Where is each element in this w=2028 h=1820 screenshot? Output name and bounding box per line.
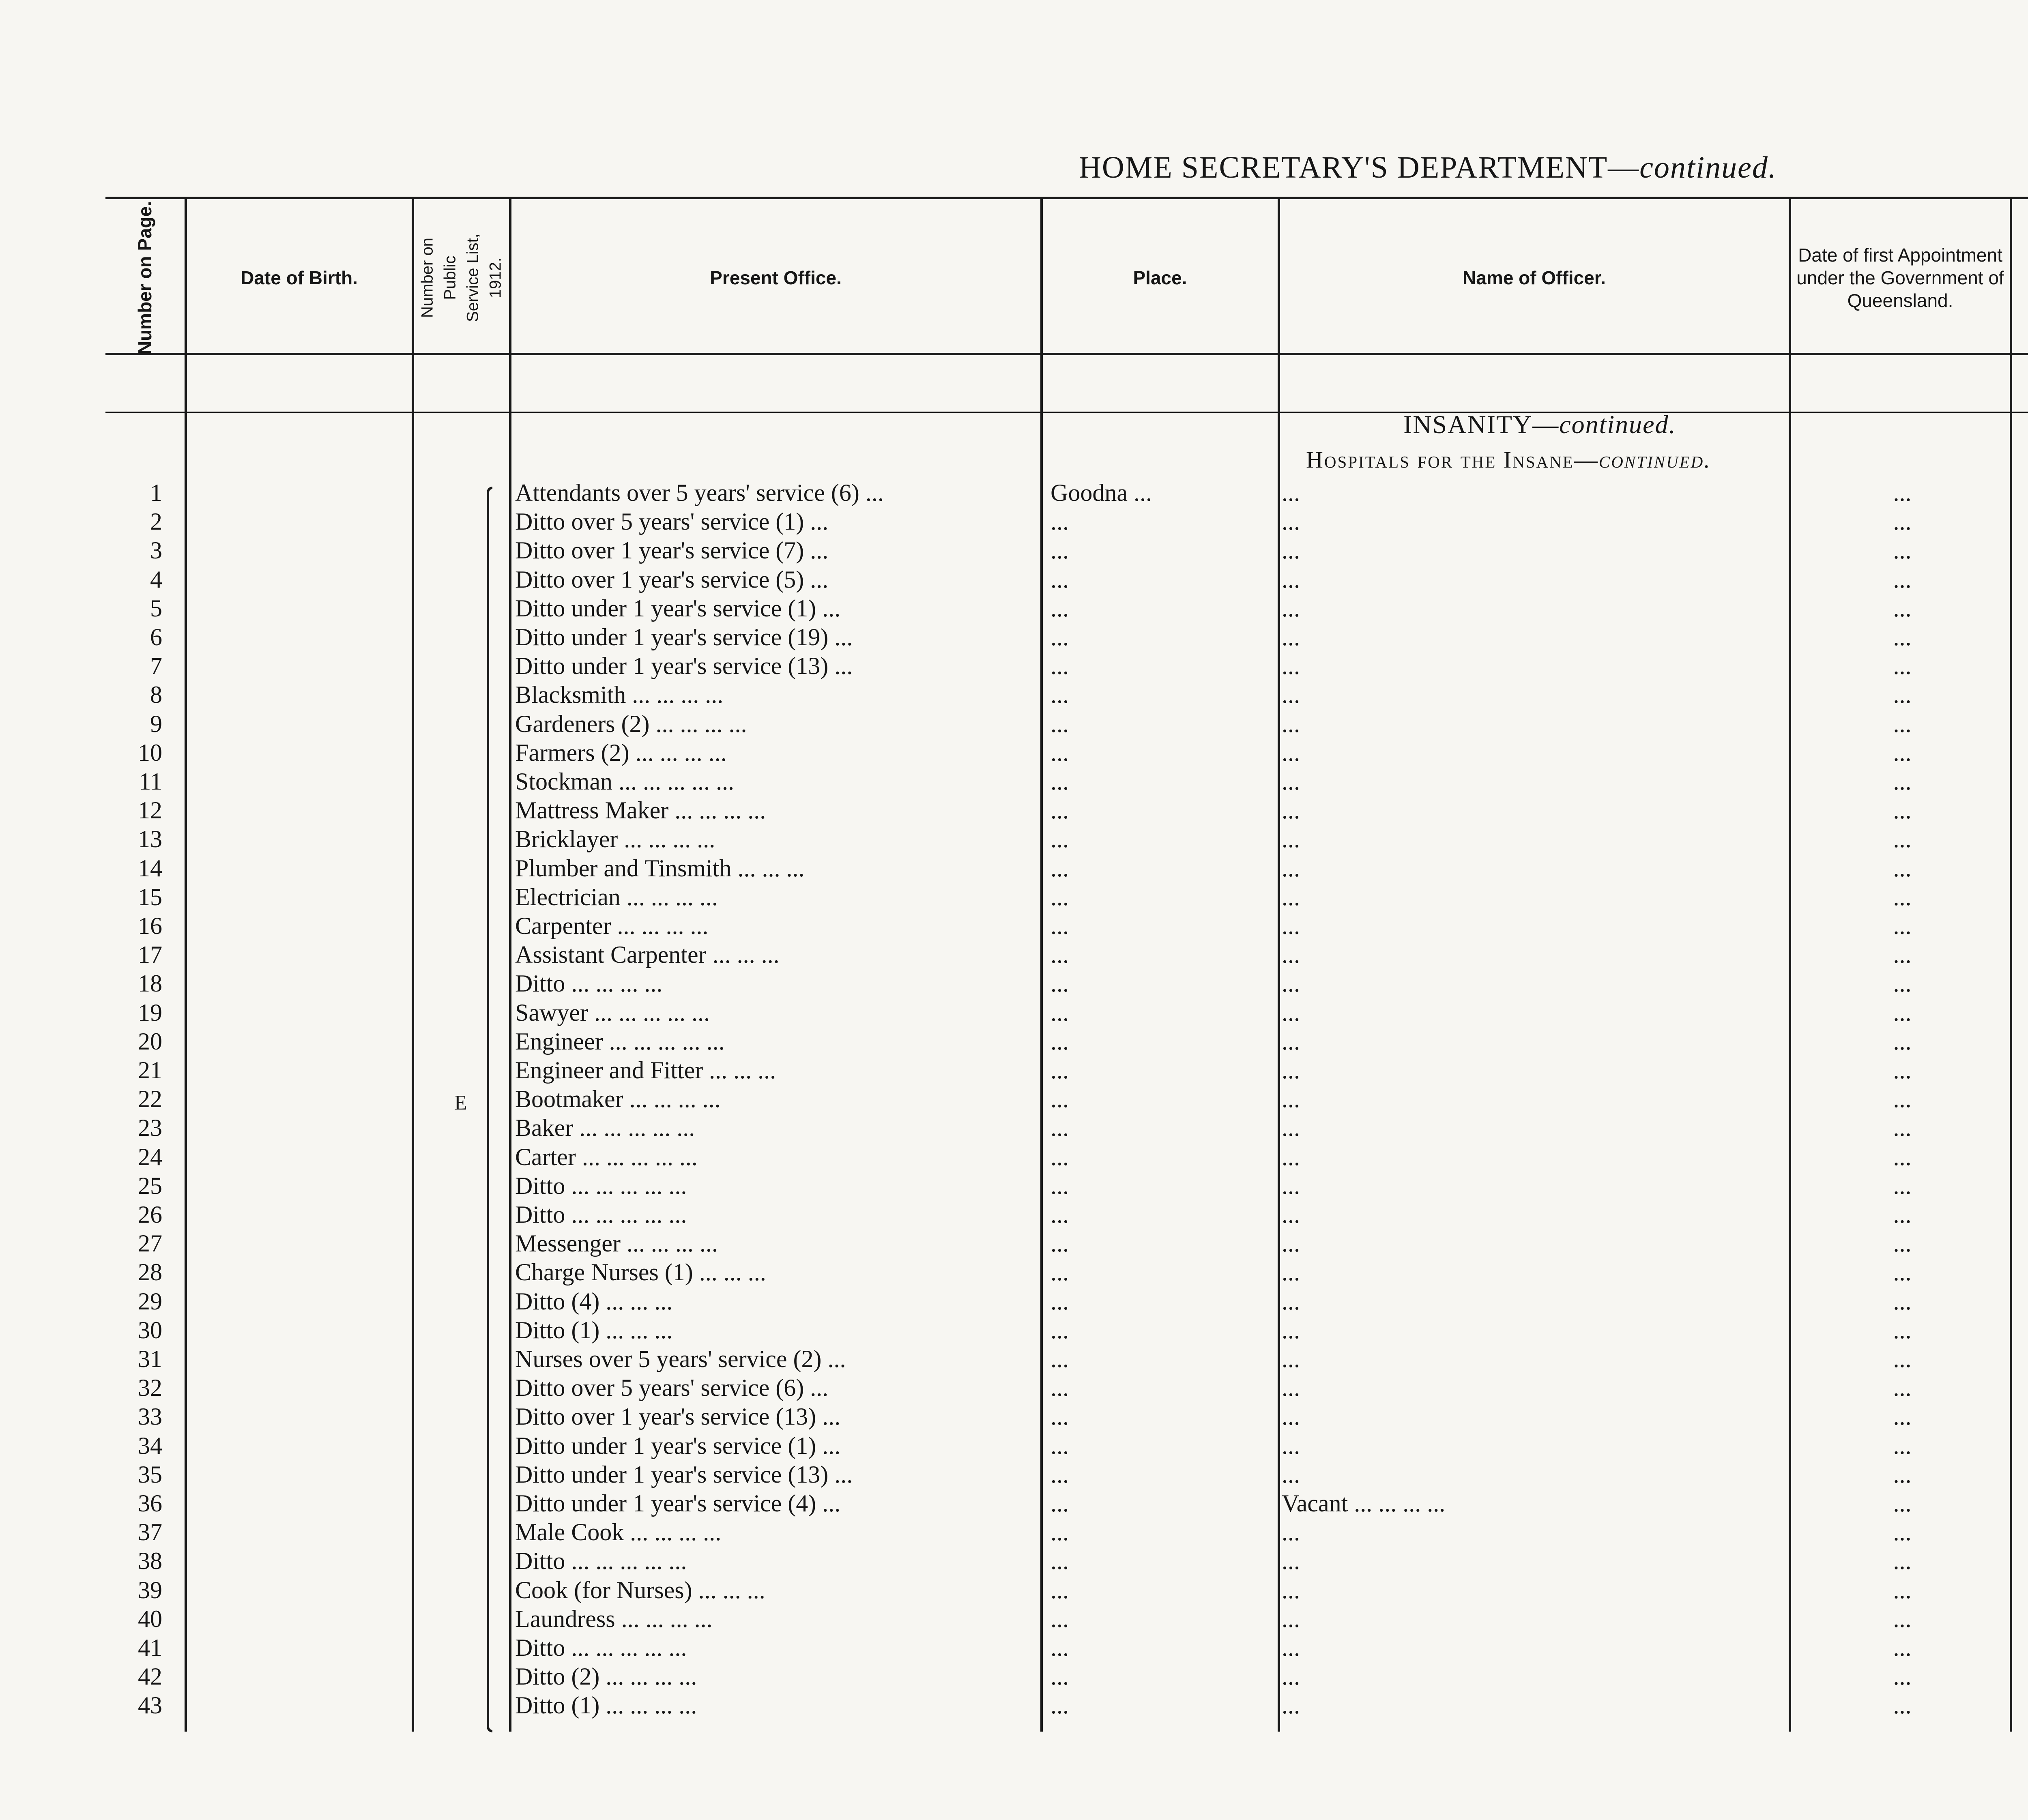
officer-name-cell: ...	[1282, 595, 1300, 622]
present-office-cell: Ditto (2) ... ... ... ...	[515, 1663, 697, 1690]
present-office-cell: Ditto under 1 year's service (1) ...	[515, 1432, 841, 1459]
officer-name-cell: ...	[1282, 1605, 1300, 1632]
row-number-cell: 40	[138, 1605, 162, 1632]
place-cell: ...	[1051, 1374, 1069, 1401]
date-first-appointment-cell: ...	[1893, 1634, 1912, 1661]
present-office-cell: Ditto under 1 year's service (13) ...	[515, 652, 853, 680]
date-present-position-cell	[2012, 1258, 2028, 1287]
place-cell: ...	[1051, 508, 1069, 535]
place-cell: ...	[1051, 1576, 1069, 1603]
date-present-position-cell	[2012, 1605, 2028, 1633]
place-cell: ...	[1051, 1490, 1069, 1517]
officer-name-cell: ...	[1282, 652, 1300, 680]
date-present-position-cell	[2012, 1345, 2028, 1374]
officer-name-cell: ...	[1282, 941, 1300, 968]
date-first-appointment-cell: ...	[1893, 1663, 1912, 1690]
date-present-position-cell	[2012, 623, 2028, 652]
date-present-position-cell	[2012, 854, 2028, 883]
row-number-cell: 18	[138, 970, 162, 997]
date-first-appointment-cell: ...	[1893, 624, 1912, 650]
present-office-cell: Bootmaker ... ... ... ...	[515, 1086, 721, 1113]
present-office-cell: Ditto ... ... ... ...	[515, 970, 663, 997]
row-number-cell: 37	[138, 1519, 162, 1546]
row-number-cell: 32	[138, 1374, 162, 1401]
present-office-cell: Nurses over 5 years' service (2) ...	[515, 1346, 846, 1372]
date-present-position-cell	[2012, 680, 2028, 709]
date-first-appointment-cell: ...	[1893, 1230, 1912, 1257]
date-first-appointment-cell: ...	[1893, 1692, 1912, 1719]
date-present-position-cell	[2012, 1518, 2028, 1547]
place-cell: ...	[1051, 1057, 1069, 1084]
present-office-cell: Attendants over 5 years' service (6) ...	[515, 479, 884, 506]
place-cell: ...	[1051, 826, 1069, 853]
group-mark: E	[454, 1091, 467, 1114]
date-first-appointment-cell: ...	[1893, 912, 1912, 939]
officer-name-cell: ...	[1282, 1663, 1300, 1690]
place-cell: ...	[1051, 1028, 1069, 1055]
row-number-cell: 14	[138, 854, 162, 882]
officer-name-cell: ...	[1282, 1172, 1300, 1199]
place-cell: ...	[1051, 912, 1069, 939]
present-office-cell: Ditto under 1 year's service (13) ...	[515, 1461, 853, 1488]
row-number-cell: 23	[138, 1114, 162, 1142]
present-office-cell: Ditto ... ... ... ... ...	[515, 1634, 687, 1661]
row-number-cell: 3	[150, 537, 162, 564]
officer-name-cell: ...	[1282, 1547, 1300, 1575]
row-number-cell: 42	[138, 1663, 162, 1690]
date-first-appointment-cell: ...	[1893, 479, 1912, 506]
present-office-cell: Ditto under 1 year's service (19) ...	[515, 624, 853, 650]
place-cell: ...	[1051, 883, 1069, 910]
present-office-cell: Blacksmith ... ... ... ...	[515, 681, 724, 708]
row-number-cell: 41	[138, 1634, 162, 1661]
officer-name-cell: ...	[1282, 1201, 1300, 1228]
officer-name-cell: ...	[1282, 1519, 1300, 1546]
present-office-cell: Ditto over 1 year's service (7) ...	[515, 537, 829, 564]
date-present-position-cell	[2012, 998, 2028, 1027]
date-present-position-cell	[2012, 1143, 2028, 1172]
row-number-cell: 16	[138, 912, 162, 939]
date-first-appointment-cell: ...	[1893, 1114, 1912, 1142]
officer-name-cell: ...	[1282, 1576, 1300, 1603]
date-present-position-cell	[2012, 1432, 2028, 1460]
officer-name-cell: ...	[1282, 912, 1300, 939]
place-cell: ...	[1051, 1230, 1069, 1257]
column-rule	[1040, 199, 1043, 1732]
row-number-cell: 38	[138, 1547, 162, 1575]
present-office-cell: Carter ... ... ... ... ...	[515, 1143, 698, 1170]
row-number-cell: 15	[138, 883, 162, 910]
officer-name-cell: ...	[1282, 739, 1300, 766]
row-number-cell: 25	[138, 1172, 162, 1199]
officer-name-cell: ...	[1282, 1086, 1300, 1113]
row-number-cell: 6	[150, 624, 162, 650]
date-present-position-cell	[2012, 1229, 2028, 1258]
date-first-appointment-cell: ...	[1893, 1461, 1912, 1488]
officer-name-cell: ...	[1282, 1634, 1300, 1661]
date-first-appointment-cell: ...	[1893, 1519, 1912, 1546]
present-office-cell: Ditto (1) ... ... ...	[515, 1316, 673, 1344]
officer-name-cell: ...	[1282, 970, 1300, 997]
date-first-appointment-cell: ...	[1893, 1346, 1912, 1372]
date-first-appointment-cell: ...	[1893, 1057, 1912, 1084]
date-first-appointment-cell: ...	[1893, 1605, 1912, 1632]
place-cell: ...	[1051, 1143, 1069, 1170]
date-first-appointment-cell: ...	[1893, 1432, 1912, 1459]
place-cell: ...	[1051, 768, 1069, 795]
row-number-cell: 35	[138, 1461, 162, 1488]
place-cell: ...	[1051, 710, 1069, 737]
place-cell: ...	[1051, 1519, 1069, 1546]
date-present-position-cell	[2012, 883, 2028, 912]
header-date-first-appointment: Date of first Appointment under the Government of Queensland.	[1796, 245, 2004, 311]
present-office-cell: Ditto over 5 years' service (1) ...	[515, 508, 829, 535]
place-cell: ...	[1051, 1259, 1069, 1286]
officer-name-cell: ...	[1282, 1346, 1300, 1372]
present-office-cell: Carpenter ... ... ... ...	[515, 912, 709, 939]
present-office-cell: Bricklayer ... ... ... ...	[515, 826, 715, 853]
date-first-appointment-cell: ...	[1893, 970, 1912, 997]
present-office-cell: Ditto ... ... ... ... ...	[515, 1201, 687, 1228]
date-present-position-cell	[2012, 912, 2028, 940]
date-first-appointment-cell: ...	[1893, 1201, 1912, 1228]
present-office-cell: Assistant Carpenter ... ... ...	[515, 941, 780, 968]
date-first-appointment-cell: ...	[1893, 768, 1912, 795]
row-number-cell: 36	[138, 1490, 162, 1517]
place-cell: ...	[1051, 1432, 1069, 1459]
row-number-cell: 4	[150, 566, 162, 593]
date-first-appointment-cell: ...	[1893, 1490, 1912, 1517]
date-present-position-cell	[2012, 594, 2028, 623]
officer-name-cell: ...	[1282, 797, 1300, 824]
officer-name-cell: ...	[1282, 681, 1300, 708]
place-cell: ...	[1051, 1288, 1069, 1315]
date-first-appointment-cell: ...	[1893, 883, 1912, 910]
date-first-appointment-cell: ...	[1893, 1316, 1912, 1344]
date-first-appointment-cell: ...	[1893, 652, 1912, 680]
row-number-cell: 12	[138, 797, 162, 824]
date-first-appointment-cell: ...	[1893, 1172, 1912, 1199]
date-present-position-cell	[2012, 1691, 2028, 1720]
date-present-position-cell	[2012, 1114, 2028, 1142]
column-rule	[412, 199, 414, 1732]
row-number-cell: 34	[138, 1432, 162, 1459]
date-present-position-cell	[2012, 1027, 2028, 1056]
place-cell: ...	[1051, 566, 1069, 593]
place-cell: ...	[1051, 595, 1069, 622]
header-public-service-list: Number on Public Service List, 1912.	[418, 234, 505, 322]
date-present-position-cell	[2012, 1056, 2028, 1085]
officer-name-cell: ...	[1282, 1259, 1300, 1286]
present-office-cell: Plumber and Tinsmith ... ... ...	[515, 854, 805, 882]
header-date-present-position	[2012, 203, 2028, 353]
header-top-rule	[105, 197, 2028, 199]
date-present-position-cell	[2012, 1085, 2028, 1114]
row-number-cell: 11	[139, 768, 162, 795]
row-number-cell: 21	[138, 1057, 162, 1084]
date-present-position-cell	[2012, 652, 2028, 680]
place-cell: ...	[1051, 941, 1069, 968]
officer-name-cell: ...	[1282, 566, 1300, 593]
officer-name-cell: ...	[1282, 537, 1300, 564]
date-first-appointment-cell: ...	[1893, 1028, 1912, 1055]
row-number-cell: 1	[150, 479, 162, 506]
row-number-cell: 22	[138, 1086, 162, 1113]
place-cell: ...	[1051, 1172, 1069, 1199]
column-rule	[509, 199, 511, 1732]
header-place: Place.	[1133, 267, 1187, 288]
place-cell: ...	[1051, 1547, 1069, 1575]
officer-name-cell: ...	[1282, 1143, 1300, 1170]
present-office-cell: Engineer and Fitter ... ... ...	[515, 1057, 776, 1084]
place-cell: ...	[1051, 1316, 1069, 1344]
officer-name-cell: ...	[1282, 1374, 1300, 1401]
date-first-appointment-cell: ...	[1893, 1288, 1912, 1315]
row-number-cell: 7	[150, 652, 162, 680]
date-first-appointment-cell: ...	[1893, 537, 1912, 564]
officer-name-cell: ...	[1282, 1403, 1300, 1430]
date-present-position-cell	[2012, 1374, 2028, 1402]
header-number-on-page: Number on Page.	[134, 201, 156, 355]
header-name-of-officer: Name of Officer.	[1463, 267, 1606, 288]
row-number-cell: 26	[138, 1201, 162, 1228]
officer-name-cell: Vacant ... ... ... ...	[1282, 1490, 1446, 1517]
officer-name-cell: ...	[1282, 999, 1300, 1026]
date-present-position-cell	[2012, 1489, 2028, 1518]
header-present-office: Present Office.	[710, 267, 842, 288]
row-number-cell: 19	[138, 999, 162, 1026]
section-title: INSANITY—continued.	[1403, 410, 1676, 439]
column-rule	[1278, 199, 1280, 1732]
date-present-position-cell	[2012, 536, 2028, 565]
date-present-position-cell	[2012, 825, 2028, 854]
date-present-position-cell	[2012, 507, 2028, 536]
date-first-appointment-cell: ...	[1893, 1547, 1912, 1575]
row-number-cell: 9	[150, 710, 162, 737]
present-office-cell: Ditto over 1 year's service (13) ...	[515, 1403, 841, 1430]
place-cell: ...	[1051, 1663, 1069, 1690]
date-present-position-cell	[2012, 710, 2028, 738]
place-cell: ...	[1051, 1461, 1069, 1488]
date-first-appointment-cell: ...	[1893, 710, 1912, 737]
present-office-cell: Cook (for Nurses) ... ... ...	[515, 1576, 765, 1603]
date-first-appointment-cell: ...	[1893, 681, 1912, 708]
date-first-appointment-cell: ...	[1893, 1403, 1912, 1430]
row-number-cell: 30	[138, 1316, 162, 1344]
place-cell: ...	[1051, 739, 1069, 766]
officer-name-cell: ...	[1282, 883, 1300, 910]
present-office-cell: Charge Nurses (1) ... ... ...	[515, 1259, 766, 1286]
date-first-appointment-cell: ...	[1893, 1259, 1912, 1286]
date-first-appointment-cell: ...	[1893, 739, 1912, 766]
date-first-appointment-cell: ...	[1893, 566, 1912, 593]
row-number-cell: 31	[138, 1346, 162, 1372]
date-present-position-cell	[2012, 796, 2028, 825]
date-present-position-cell	[2012, 1633, 2028, 1662]
date-present-position-cell	[2012, 1200, 2028, 1229]
place-cell: ...	[1051, 1346, 1069, 1372]
officer-name-cell: ...	[1282, 508, 1300, 535]
present-office-cell: Messenger ... ... ... ...	[515, 1230, 718, 1257]
header-bottom-rule	[105, 353, 2028, 355]
present-office-cell: Ditto over 1 year's service (5) ...	[515, 566, 829, 593]
place-cell: ...	[1051, 1403, 1069, 1430]
date-present-position-cell	[2012, 565, 2028, 594]
date-present-position-cell	[2012, 969, 2028, 998]
date-present-position-cell	[2012, 1460, 2028, 1489]
present-office-cell: Stockman ... ... ... ... ...	[515, 768, 734, 795]
officer-name-cell: ...	[1282, 1230, 1300, 1257]
date-present-position-cell	[2012, 1172, 2028, 1200]
header-date-of-birth: Date of Birth.	[241, 267, 358, 288]
present-office-cell: Mattress Maker ... ... ... ...	[515, 797, 766, 824]
date-present-position-cell	[2012, 1402, 2028, 1431]
place-cell: ...	[1051, 1692, 1069, 1719]
row-number-cell: 8	[150, 681, 162, 708]
present-office-cell: Ditto over 5 years' service (6) ...	[515, 1374, 829, 1401]
row-number-cell: 28	[138, 1259, 162, 1286]
officer-name-cell: ...	[1282, 1028, 1300, 1055]
present-office-cell: Ditto under 1 year's service (4) ...	[515, 1490, 841, 1517]
date-first-appointment-cell: ...	[1893, 941, 1912, 968]
present-office-cell: Ditto ... ... ... ... ...	[515, 1547, 687, 1575]
date-first-appointment-cell: ...	[1893, 826, 1912, 853]
place-cell: ...	[1051, 854, 1069, 882]
row-number-cell: 39	[138, 1576, 162, 1603]
date-present-position-cell	[2012, 479, 2028, 507]
officer-name-cell: ...	[1282, 826, 1300, 853]
row-number-cell: 24	[138, 1143, 162, 1170]
officer-name-cell: ...	[1282, 1692, 1300, 1719]
column-rule	[1789, 199, 1791, 1732]
present-office-cell: Baker ... ... ... ... ...	[515, 1114, 695, 1142]
officer-name-cell: ...	[1282, 1461, 1300, 1488]
present-office-cell: Ditto ... ... ... ... ...	[515, 1172, 687, 1199]
date-first-appointment-cell: ...	[1893, 797, 1912, 824]
date-first-appointment-cell: ...	[1893, 999, 1912, 1026]
date-first-appointment-cell: ...	[1893, 1374, 1912, 1401]
place-cell: ...	[1051, 624, 1069, 650]
row-number-cell: 17	[138, 941, 162, 968]
date-present-position-cell	[2012, 940, 2028, 969]
date-first-appointment-cell: ...	[1893, 1143, 1912, 1170]
row-number-cell: 29	[138, 1288, 162, 1315]
row-number-cell: 33	[138, 1403, 162, 1430]
place-cell: ...	[1051, 1114, 1069, 1142]
date-first-appointment-cell: ...	[1893, 595, 1912, 622]
group-brace	[487, 487, 492, 1732]
date-first-appointment-cell: ...	[1893, 854, 1912, 882]
place-cell: ...	[1051, 970, 1069, 997]
officer-name-cell: ...	[1282, 1288, 1300, 1315]
row-number-cell: 10	[138, 739, 162, 766]
officer-name-cell: ...	[1282, 854, 1300, 882]
row-number-cell: 20	[138, 1028, 162, 1055]
place-cell: ...	[1051, 797, 1069, 824]
present-office-cell: Electrician ... ... ... ...	[515, 883, 718, 910]
date-present-position-cell	[2012, 1287, 2028, 1316]
row-number-cell: 13	[138, 826, 162, 853]
present-office-cell: Male Cook ... ... ... ...	[515, 1519, 722, 1546]
place-cell: ...	[1051, 652, 1069, 680]
date-first-appointment-cell: ...	[1893, 1086, 1912, 1113]
row-number-cell: 43	[138, 1692, 162, 1719]
officer-name-cell: ...	[1282, 1114, 1300, 1142]
place-cell: ...	[1051, 681, 1069, 708]
present-office-cell: Farmers (2) ... ... ... ...	[515, 739, 727, 766]
date-present-position-cell	[2012, 738, 2028, 767]
place-cell: ...	[1051, 1086, 1069, 1113]
date-present-position-cell	[2012, 1662, 2028, 1691]
page-title: HOME SECRETARY'S DEPARTMENT—continued.	[1079, 150, 1777, 185]
officer-name-cell: ...	[1282, 1316, 1300, 1344]
place-cell: Goodna ...	[1051, 479, 1152, 506]
row-number-cell: 5	[150, 595, 162, 622]
present-office-cell: Gardeners (2) ... ... ... ...	[515, 710, 747, 737]
column-rule	[185, 199, 187, 1732]
place-cell: ...	[1051, 1605, 1069, 1632]
place-cell: ...	[1051, 1201, 1069, 1228]
present-office-cell: Ditto (4) ... ... ...	[515, 1288, 673, 1315]
officer-name-cell: ...	[1282, 768, 1300, 795]
row-number-cell: 27	[138, 1230, 162, 1257]
place-cell: ...	[1051, 1634, 1069, 1661]
subheader-rule	[105, 412, 2028, 413]
officer-name-cell: ...	[1282, 1057, 1300, 1084]
date-present-position-cell	[2012, 1547, 2028, 1575]
officer-name-cell: ...	[1282, 710, 1300, 737]
date-present-position-cell	[2012, 1316, 2028, 1345]
date-present-position-cell	[2012, 1576, 2028, 1605]
place-cell: ...	[1051, 537, 1069, 564]
date-first-appointment-cell: ...	[1893, 508, 1912, 535]
officer-name-cell: ...	[1282, 624, 1300, 650]
date-first-appointment-cell: ...	[1893, 1576, 1912, 1603]
row-number-cell: 2	[150, 508, 162, 535]
present-office-cell: Ditto under 1 year's service (1) ...	[515, 595, 841, 622]
officer-name-cell: ...	[1282, 1432, 1300, 1459]
place-cell: ...	[1051, 999, 1069, 1026]
officer-name-cell: ...	[1282, 479, 1300, 506]
present-office-cell: Sawyer ... ... ... ... ...	[515, 999, 710, 1026]
present-office-cell: Ditto (1) ... ... ... ...	[515, 1692, 697, 1719]
section-subtitle: Hospitals for the Insane—continued.	[1306, 446, 1711, 473]
present-office-cell: Laundress ... ... ... ...	[515, 1605, 713, 1632]
date-present-position-cell	[2012, 767, 2028, 796]
present-office-cell: Engineer ... ... ... ... ...	[515, 1028, 725, 1055]
